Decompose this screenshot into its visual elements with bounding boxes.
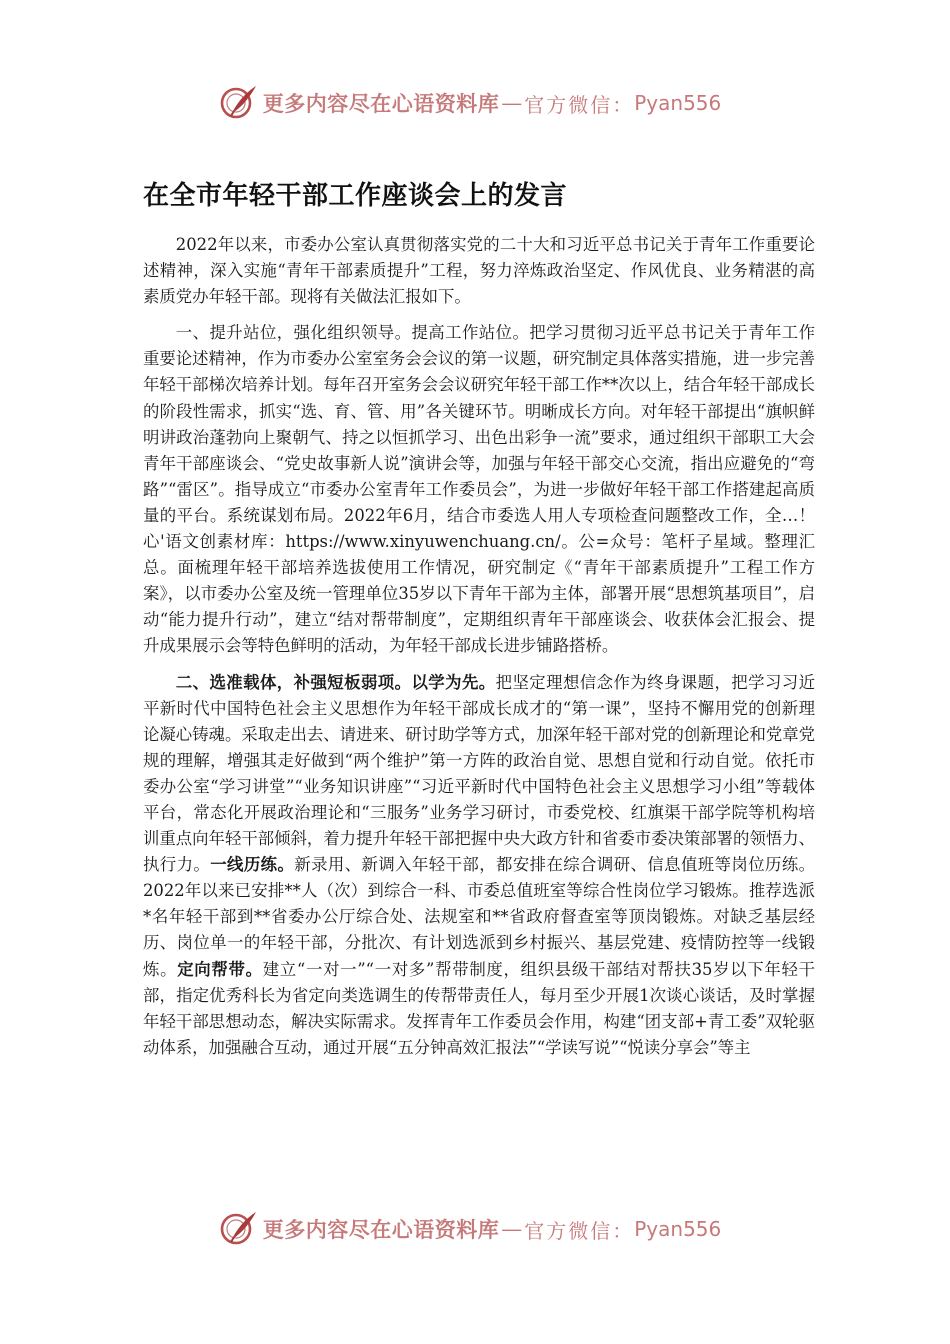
watermark-separator: — bbox=[501, 1217, 523, 1241]
section-1-paragraph: 一、提升站位，强化组织领导。提高工作站位。把学习贯彻习近平总书记关于青年工作重要论述精神，作为市委办公室室务会会议的第一议题，研究制定具体落实措施，进一步完善年轻干部梯次培养计划。每年召开室务会会议研究年轻干部工作**次以上，结合年轻干部成长的阶段性需求，抓实“选、育、管、用”各关键环节。明晰成长方向。对年轻干部提出“旗帜鲜明讲政治蓬勃向上聚朝气、持之以恒抓学习、出色出彩争一流”要求，通过组织干部职工大会青年干部座谈会、“党史故事新人说”演讲会等，加强与年轻干部交心交流，指出应避免的“弯路”“雷区”。指导成立“市委办公室青年工作委员会”，为进一步做好年轻干部工作搭建起高质量的平台。系统谋划布局。2022年6月，结合市委选人用人专项检查问题整改工作，全…！心'语文创素材库：https://www.xinyuwenchuang.cn/。公=众号：笔杆子星域。整理汇总。面梳理年轻干部培养选拔使用工作情况，研究制定《“青年干部素质提升”工程工作方案》，以市委办公室及统一管理单位35岁以下青年干部为主体，部署开展“思想筑基项目”，启动“能力提升行动”，建立“结对帮带制度”，定期组织青年干部座谈会、收获体会汇报会、提升成果展示会等特色鲜明的活动，为年轻干部成长进步铺路搭桥。 bbox=[143, 323, 816, 656]
intro-paragraph: 2022年以来，市委办公室认真贯彻落实党的二十大和习近平总书记关于青年工作重要论述精神，深入实施“青年干部素质提升”工程，努力淬炼政治坚定、作风优良、业务精湛的高素质党办年轻干部。现将有关做法汇报如下。 bbox=[143, 235, 815, 307]
section-2-text-b: 新录用、新调入年轻干部，都安排在综合调研、信息值班等岗位历练。2022年以来已安排**人（次）到综合一科、市委总值班室等综合性岗位学习锻炼。推荐选派*名年轻干部到**省委办公厅综合处、法规室和**省政府督查室等顶岗锻炼。对缺乏基层经历、岗位单一的年轻干部，分批次、有计划选派到乡村振兴、基层党建、疫情防控等一线锻炼。 bbox=[143, 855, 816, 979]
section-2-sub-2: 定向帮带。 bbox=[177, 959, 263, 979]
watermark-text: 更多内容尽在心语资料库 bbox=[262, 91, 500, 116]
section-2-text-a: 把坚定理想信念作为终身课题，把学习习近平新时代中国特色社会主义思想作为年轻干部成长成才的“第一课”，坚持不懈用党的创新理论凝心铸魂。采取走出去、请进来、研讨助学等方式，加深年轻干部对党的创新理论和党章党规的理解，增强其走好做到“两个维护”第一方阵的政治自觉、思想自觉和行动自觉。依托市委办公室“学习讲堂”“业务知识讲座”“习近平新时代中国特色社会主义思想学习小组”等载体平台，常态化开展政治理论和“三服务”业务学习研讨，市委党校、红旗渠干部学院等机构培训重点向年轻干部倾斜，着力提升年轻干部把握中央大政方针和省委市委决策部署的领悟力、执行力。 bbox=[143, 672, 816, 875]
section-2-sub-1: 一线历练。 bbox=[210, 855, 295, 875]
watermark-wechat-label: 官方微信： bbox=[524, 92, 635, 117]
quill-pen-icon bbox=[219, 83, 259, 123]
watermark-wechat-id: Pyan556 bbox=[634, 1217, 722, 1241]
section-2-text-c: 建立“一对一”“一对多”帮带制度，组织县级干部结对帮扶35岁以下年轻干部，指定优秀科长为省定向类选调生的传帮带责任人，每月至少开展1次谈心谈话，及时掌握年轻干部思想动态，解决实际需求。发挥青年工作委员会作用，构建“团支部+青工委”双轮驱动体系，加强融合互动，通过开展“五分钟高效汇报法”“学读写说”“悦读分享会”等主 bbox=[143, 959, 816, 1057]
bottom-watermark-banner bbox=[0, 1204, 950, 1254]
section-2-heading: 二、选准载体，补强短板弱项。以学为先。 bbox=[175, 672, 496, 692]
quill-pen-icon bbox=[219, 1209, 259, 1249]
top-watermark-banner bbox=[0, 78, 950, 128]
watermark-separator: — bbox=[501, 91, 523, 115]
document-body bbox=[143, 232, 815, 1071]
page-title: 在全市年轻干部工作座谈会上的发言 bbox=[143, 181, 568, 211]
section-2-paragraph bbox=[143, 670, 815, 1061]
watermark-wechat-label: 官方微信： bbox=[524, 1218, 635, 1243]
watermark-text: 更多内容尽在心语资料库 bbox=[262, 1217, 500, 1242]
watermark-wechat-id: Pyan556 bbox=[634, 91, 722, 115]
